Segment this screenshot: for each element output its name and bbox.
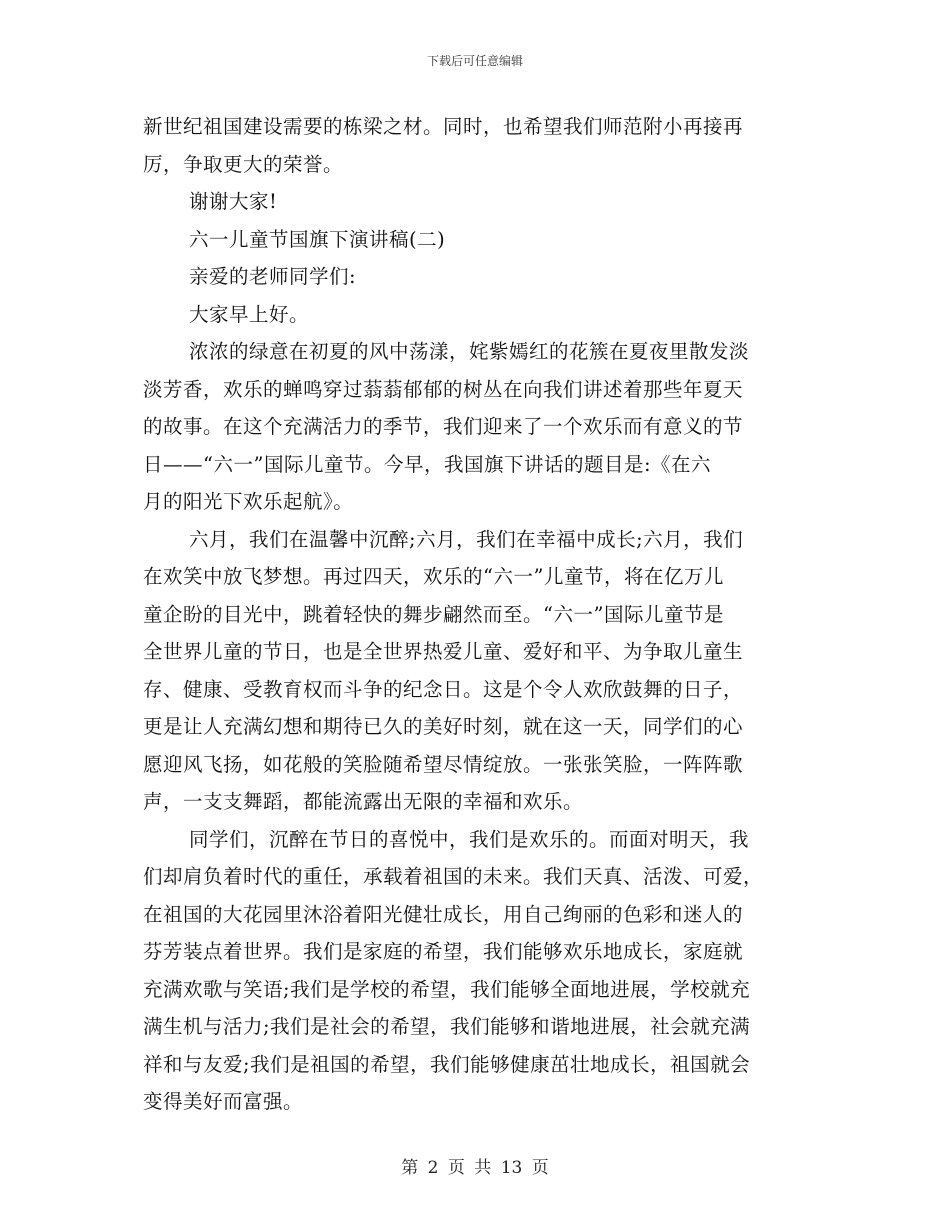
text-line: 月的阳光下欢乐起航》。	[143, 490, 354, 513]
paragraph-start: 六月，我们在温馨中沉醉;六月，我们在幸福中成长;六月，我们	[189, 527, 744, 551]
text-line: 在祖国的大花园里沐浴着阳光健壮成长，用自己绚丽的色彩和迷人的	[143, 902, 744, 926]
paragraph-start: 浓浓的绿意在初夏的风中荡漾，姹紫嫣红的花簇在夏夜里散发淡	[189, 340, 750, 363]
page-number: 第 2 页 共 13 页	[401, 1158, 549, 1178]
text-line: 祥和与友爱;我们是祖国的希望，我们能够健康茁壮地成长，祖国就会	[143, 1052, 751, 1076]
text-line: 的故事。在这个充满活力的季节，我们迎来了一个欢乐而有意义的节	[143, 415, 744, 438]
text-line: 声，一支支舞蹈，都能流露出无限的幸福和欢乐。	[143, 790, 584, 813]
text-line: 新世纪祖国建设需要的栋梁之材。同时，也希望我们师范附小再接再	[143, 115, 744, 138]
text-line: 存、健康、受教育权而斗争的纪念日。这是个令人欢欣鼓舞的日子，	[143, 677, 744, 701]
text-line: 全世界儿童的节日，也是全世界热爱儿童、爱好和平、为争取儿童生	[143, 640, 744, 663]
document-body	[143, 108, 807, 1121]
paragraph-start: 同学们，沉醉在节日的喜悦中，我们是欢乐的。而面对明天，我	[189, 827, 750, 851]
text-line: 童企盼的目光中，跳着轻快的舞步翩然而至。“六一”国际儿童节是	[143, 602, 724, 626]
text-line: 充满欢歌与笑语;我们是学校的希望，我们能够全面地进展，学校就充	[143, 977, 751, 1001]
text-line: 日——“六一”国际儿童节。今早，我国旗下讲话的题目是:《在六	[143, 452, 712, 476]
page-header-note: 下载后可任意编辑	[426, 54, 523, 68]
salutation: 亲爱的老师同学们:	[189, 265, 357, 288]
text-line: 芬芳装点着世界。我们是家庭的希望，我们能够欢乐地成长，家庭就	[143, 940, 744, 963]
text-line: 满生机与活力;我们是社会的希望，我们能够和谐地进展，社会就充满	[143, 1015, 751, 1038]
text-line: 厉，争取更大的荣誉。	[143, 152, 344, 176]
section-title: 六一儿童节国旗下演讲稿(二)	[189, 227, 446, 251]
text-line: 淡芳香，欢乐的蝉鸣穿过蓊蓊郁郁的树丛在向我们讲述着那些年夏天	[143, 377, 744, 401]
text-line: 变得美好而富强。	[143, 1090, 304, 1113]
text-line: 更是让人充满幻想和期待已久的美好时刻，就在这一天，同学们的心	[143, 715, 744, 738]
greeting: 大家早上好。	[189, 302, 310, 326]
text-line: 们却肩负着时代的重任，承载着祖国的未来。我们天真、活泼、可爱，	[143, 865, 764, 888]
text-line: 在欢笑中放飞梦想。再过四天，欢乐的“六一”儿童节，将在亿万儿	[143, 565, 724, 588]
closing-line: 谢谢大家!	[189, 190, 278, 213]
text-line: 愿迎风飞扬，如花般的笑脸随希望尽情绽放。一张张笑脸，一阵阵歌	[143, 752, 744, 776]
